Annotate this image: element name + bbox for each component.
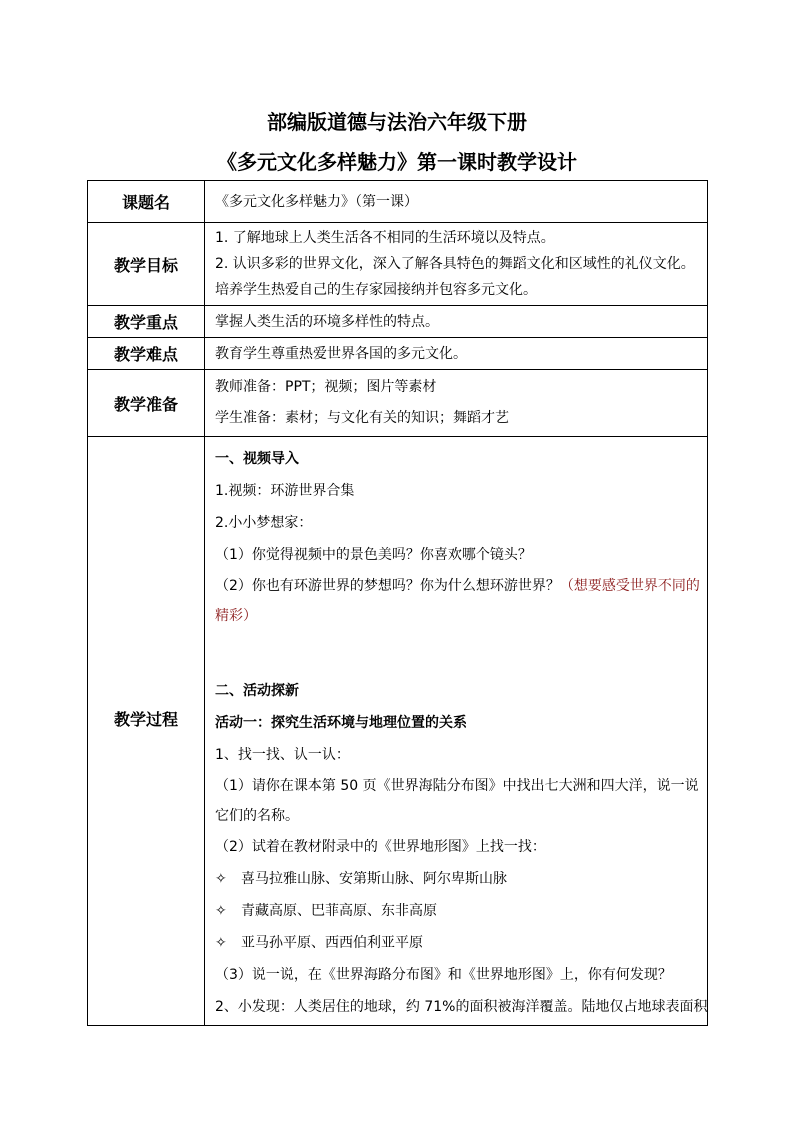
document-title: 部编版道德与法治六年级下册 xyxy=(267,110,527,134)
table-row-goals xyxy=(88,223,708,306)
process-line: （2）试着在教材附录中的《世界地形图》上找一找： xyxy=(215,839,546,855)
diamond-bullet-icon: ✧ xyxy=(215,871,227,887)
spacer xyxy=(215,631,707,675)
goals-label: 教学目标 xyxy=(88,223,205,306)
lesson-plan-table xyxy=(87,180,708,1026)
bullet-item: ✧ 亚马孙平原、西西伯利亚平原 xyxy=(215,927,707,959)
process-label: 教学过程 xyxy=(88,437,205,1026)
process-line: （3）说一说，在《世界海路分布图》和《世界地形图》上，你有何发现？ xyxy=(215,967,672,983)
question-text: （2）你也有环游世界的梦想吗？你为什么想环游世界？ xyxy=(215,578,560,594)
prep-label: 教学准备 xyxy=(88,370,205,437)
prep-content xyxy=(205,370,708,437)
process-line xyxy=(215,571,707,631)
process-content xyxy=(205,437,708,1026)
section-heading: 一、视频导入 xyxy=(215,451,299,467)
section-heading: 二、活动探新 xyxy=(215,683,299,699)
topic-label: 课题名 xyxy=(88,181,205,223)
key-text: 掌握人类生活的环境多样性的特点。 xyxy=(215,313,439,330)
goal-item: 1. 了解地球上人类生活各不相同的生活环境以及特点。 xyxy=(215,230,555,246)
answer-text: （想要感受世界不同的精彩） xyxy=(215,578,700,624)
table-row-topic xyxy=(88,181,708,223)
process-line: （1）请你在课本第 50 页《世界海陆分布图》中找出七大洲和四大洋，说一说它们的名称。 xyxy=(215,778,699,824)
goal-item: 2. 认识多彩的世界文化，深入了解各具特色的舞蹈文化和区域性的礼仪文化。 xyxy=(215,256,695,272)
diamond-bullet-icon: ✧ xyxy=(215,935,227,951)
process-line: （1）你觉得视频中的景色美吗？你喜欢哪个镜头？ xyxy=(215,547,532,563)
diamond-bullet-icon: ✧ xyxy=(215,903,227,919)
process-line: 2.小小梦想家： xyxy=(215,515,313,531)
goal-item: 培养学生热爱自己的生存家园接纳并包容多元文化。 xyxy=(215,282,537,298)
table-row-difficulty xyxy=(88,338,708,370)
prep-item: 教师准备：PPT；视频；图片等素材 xyxy=(215,379,437,395)
goals-content xyxy=(205,223,708,306)
process-line: 1.视频：环游世界合集 xyxy=(215,483,355,499)
topic-value xyxy=(205,181,708,223)
bullet-item: ✧ 青藏高原、巴菲高原、东非高原 xyxy=(215,895,707,927)
topic-text: 《多元文化多样魅力》（第一课） xyxy=(215,193,418,210)
table-row-key xyxy=(88,306,708,338)
key-label: 教学重点 xyxy=(88,306,205,338)
activity-heading: 活动一：探究生活环境与地理位置的关系 xyxy=(215,715,467,731)
difficulty-content xyxy=(205,338,708,370)
document-subtitle: 《多元文化多样魅力》第一课时教学设计 xyxy=(217,150,577,174)
difficulty-text: 教育学生尊重热爱世界各国的多元文化。 xyxy=(215,345,467,362)
process-line: 2、小发现：人类居住的地球，约 71%的面积被海洋覆盖。陆地仅占地球表面积 xyxy=(215,999,708,1015)
process-line: 1、找一找、认一认： xyxy=(215,747,350,763)
difficulty-label: 教学难点 xyxy=(88,338,205,370)
table-row-process xyxy=(88,437,708,1026)
key-content xyxy=(205,306,708,338)
prep-item: 学生准备：素材；与文化有关的知识；舞蹈才艺 xyxy=(215,410,509,426)
bullet-item: ✧ 喜马拉雅山脉、安第斯山脉、阿尔卑斯山脉 xyxy=(215,863,707,895)
table-row-prep xyxy=(88,370,708,437)
